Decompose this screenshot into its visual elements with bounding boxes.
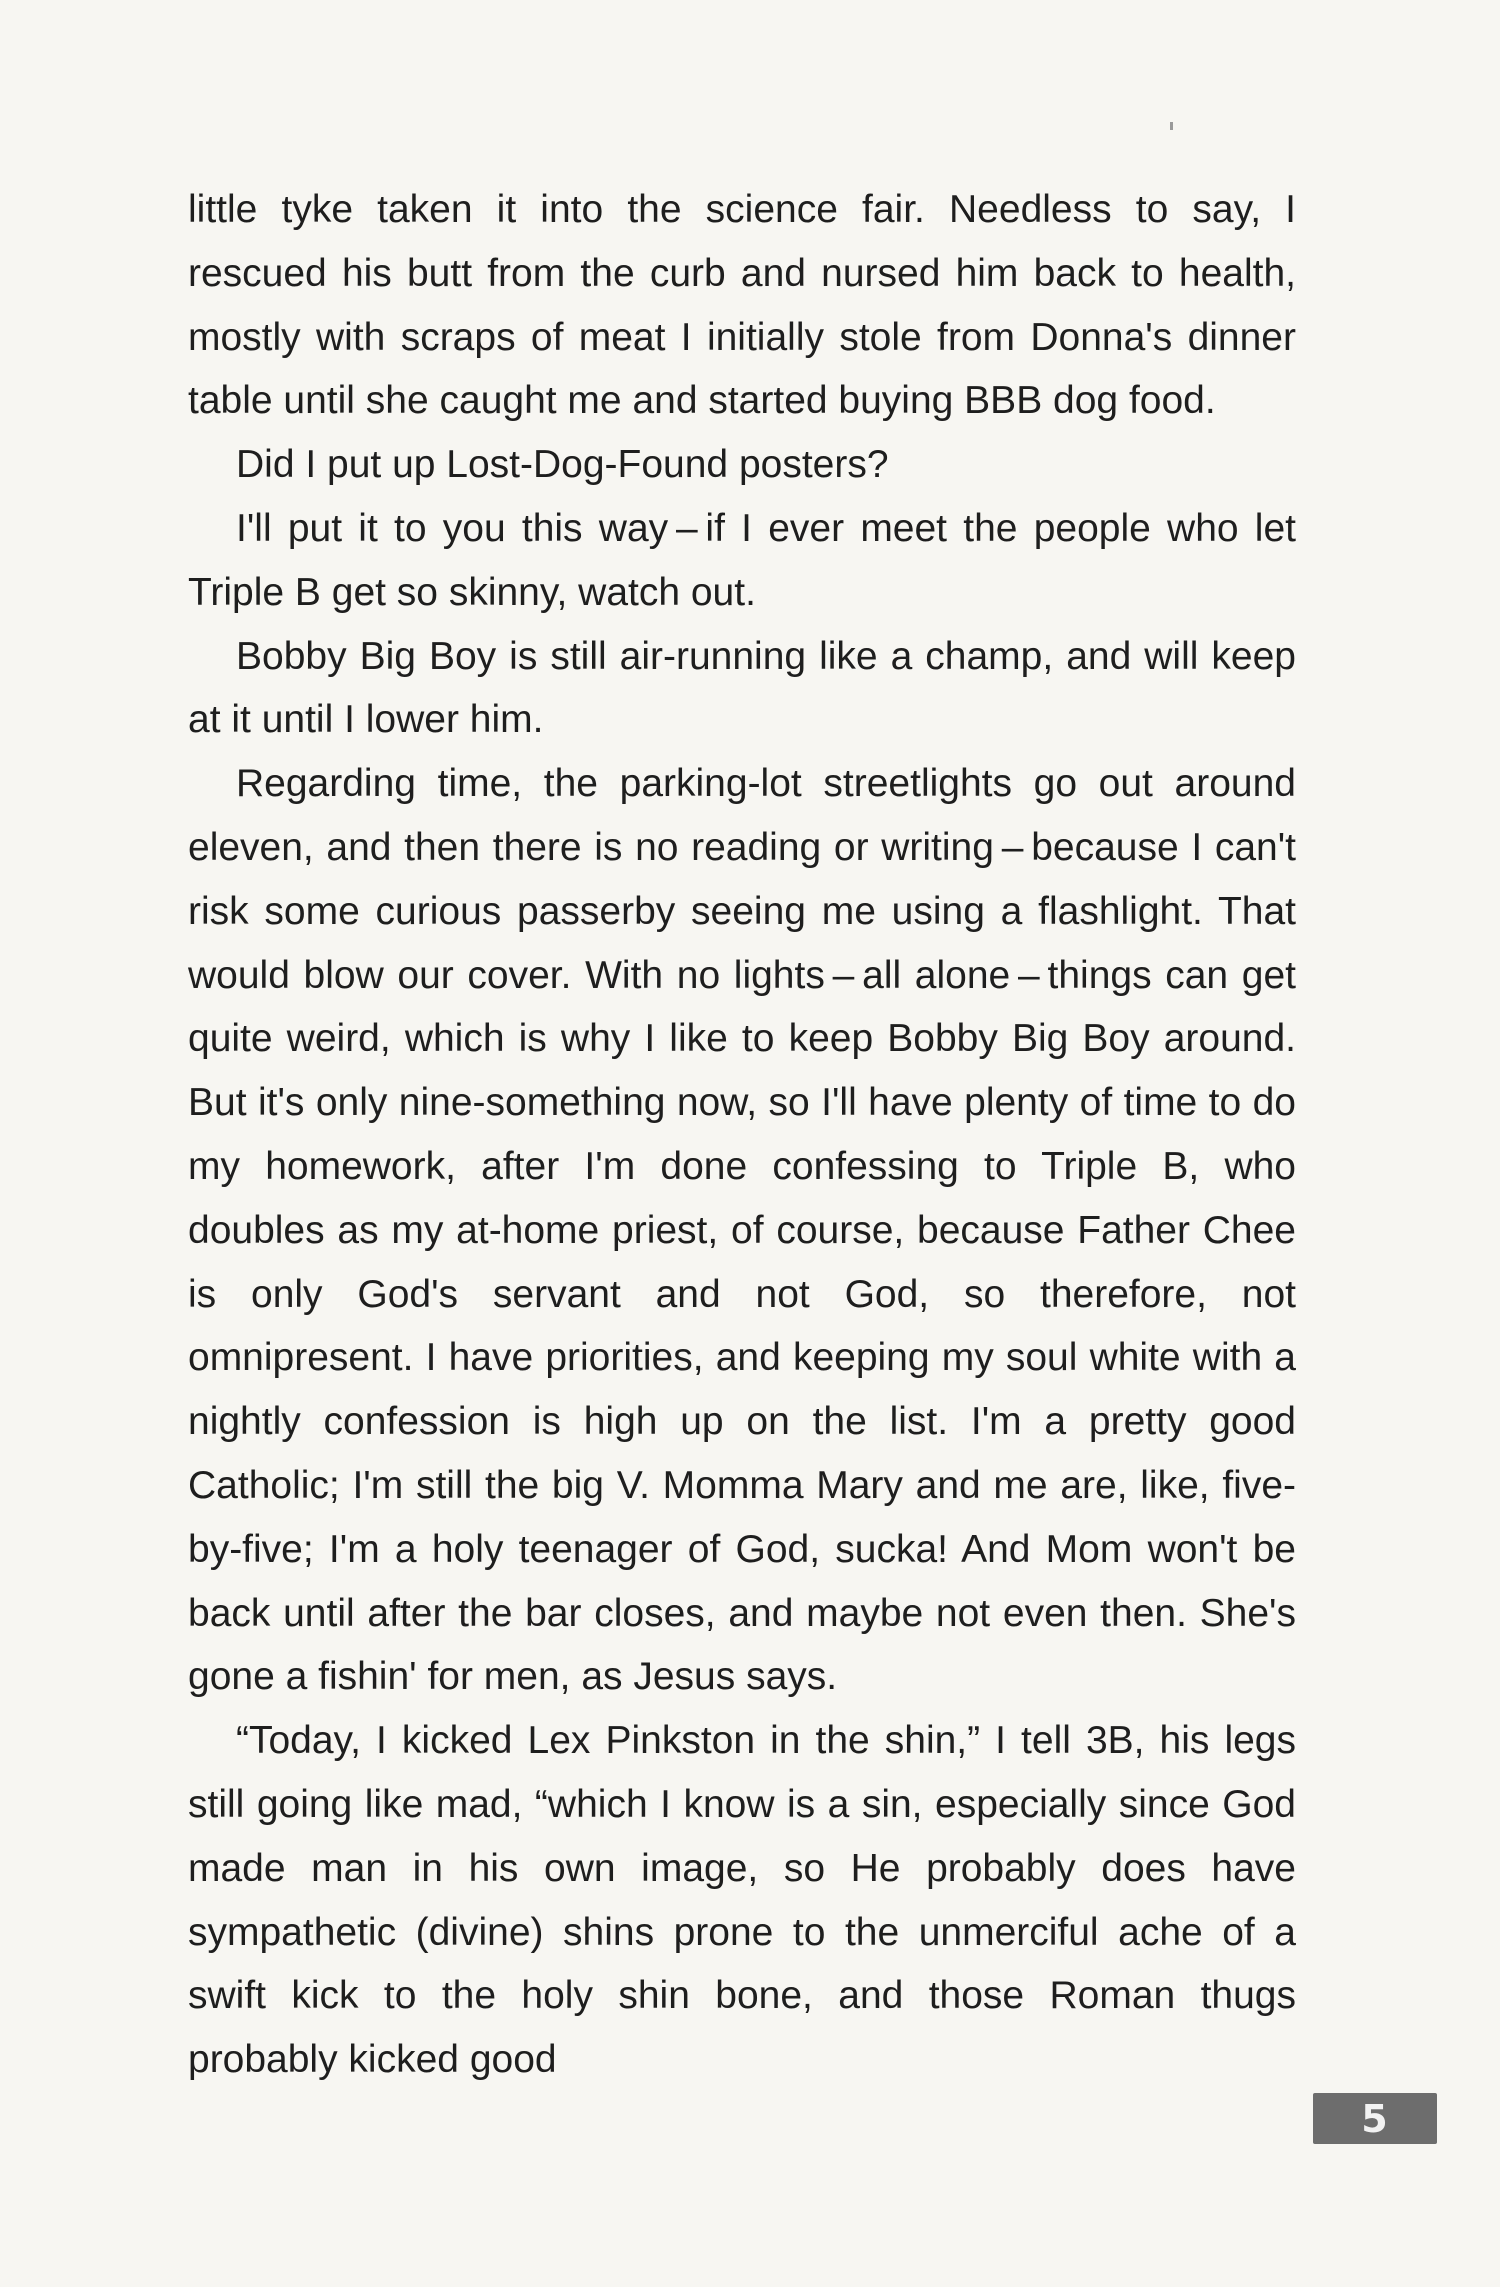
paper-speck (1170, 122, 1173, 130)
paragraph-3: I'll put it to you this way – if I ever meet the people who let Triple B get so skinny, watch out. (188, 506, 1296, 614)
paragraph-5: Regarding time, the parking-lot streetlights go out around eleven, and then there is no reading or writing – because I can't risk some curious passerby seeing me using a flashlight. That would blow our cover. With no lights – all alone – things can get quite weird, which is why I like to keep Bobby Big Boy around. But it's only nine-something now, so I'll have plenty of time to do my homework, after I'm done confessing to Triple B, who doubles as my at-home priest, of course, because Father Chee is only God's servant and not God, so therefore, not omnipresent. I have priorities, and keeping my soul white with a nightly confession is high up on the list. I'm a pretty good Catholic; I'm still the big V. Momma Mary and me are, like, five-by-five; I'm a holy teenager of God, sucka! And Mom won't be back until after the bar closes, and maybe not even then. She's gone a fishin' for men, as Jesus says. (188, 762, 1296, 1699)
page-number: 5 (1361, 2096, 1389, 2141)
paragraph-6: “Today, I kicked Lex Pinkston in the shin,” I tell 3B, his legs still going like mad, “which I know is a sin, especially since God made man in his own image, so He probably does have sympathetic (divine) shins prone to the unmerciful ache of a swift kick to the holy shin bone, and those Roman thugs probably kicked good (188, 1719, 1296, 2082)
body-text (188, 178, 1296, 2092)
paragraph-2: Did I put up Lost-Dog-Found posters? (236, 443, 889, 487)
paragraph-4: Bobby Big Boy is still air-running like a champ, and will keep at it until I lower him. (188, 634, 1296, 742)
paragraph-1: little tyke taken it into the science fair. Needless to say, I rescued his butt from the curb and nursed him back to health, mostly with scraps of meat I initially stole from Donna's dinner table until she caught me and started buying BBB dog food. (188, 188, 1296, 423)
page-number-badge (1313, 2093, 1437, 2144)
